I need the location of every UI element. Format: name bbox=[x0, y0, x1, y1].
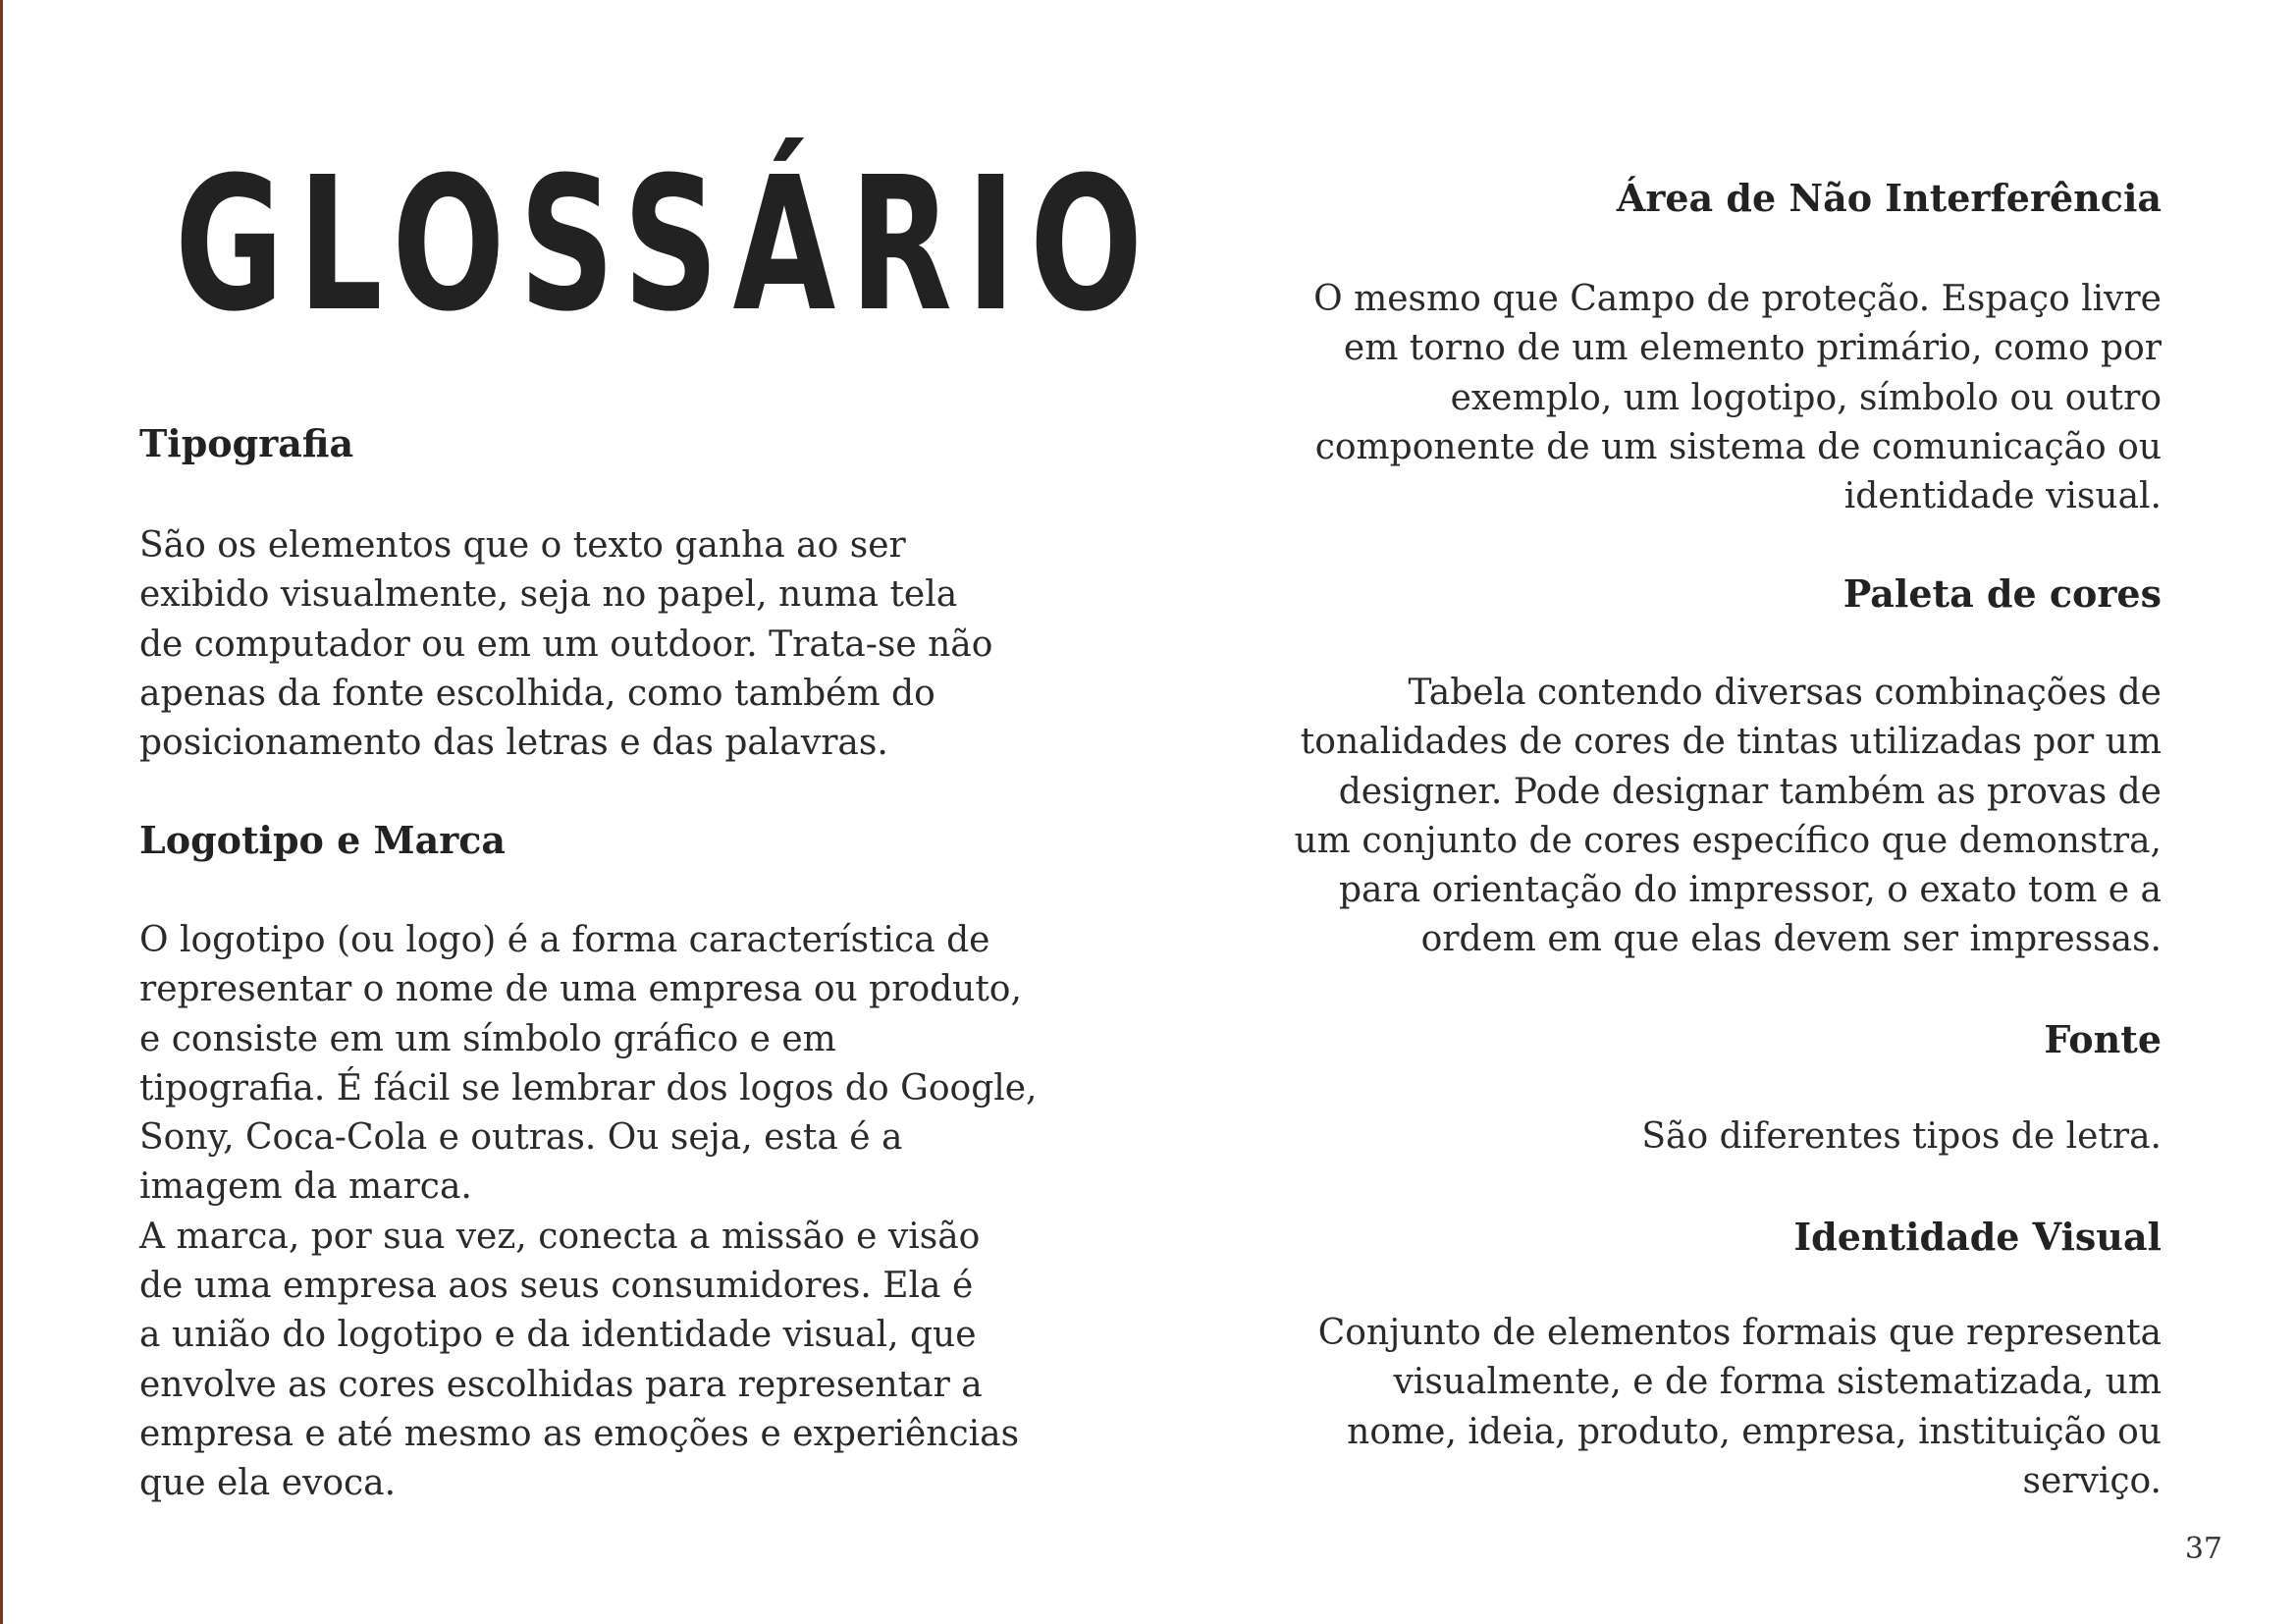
definition-line: apenas da fonte escolhida, como também do bbox=[139, 673, 935, 714]
term-logotipo-e-marca: Logotipo e Marca bbox=[139, 818, 506, 862]
page-edge-line bbox=[0, 0, 3, 1624]
definition-paleta-de-cores bbox=[1180, 669, 2162, 965]
term-tipografia: Tipografia bbox=[139, 421, 354, 465]
definition-identidade-visual bbox=[1180, 1309, 2162, 1506]
definition-line: exibido visualmente, seja no papel, numa tela bbox=[139, 574, 958, 616]
definition-line: representar o nome de uma empresa ou produto, bbox=[139, 969, 1022, 1010]
term-identidade-visual: Identidade Visual bbox=[1793, 1215, 2162, 1259]
definition-line: de computador ou em um outdoor. Trata-se não bbox=[139, 623, 993, 665]
definition-line: posicionamento das letras e das palavras. bbox=[139, 723, 888, 764]
definition-line: São diferentes tipos de letra. bbox=[1641, 1116, 2162, 1157]
definition-fonte bbox=[1180, 1112, 2162, 1162]
definition-line: imagem da marca. bbox=[139, 1166, 472, 1208]
definition-line: Tabela contendo diversas combinações de bbox=[1408, 673, 2162, 713]
definition-line: identidade visual. bbox=[1843, 476, 2162, 517]
definition-line: a união do logotipo e da identidade visual, que bbox=[139, 1315, 977, 1356]
definition-line: nome, ideia, produto, empresa, instituição ou bbox=[1347, 1411, 2162, 1452]
definition-line: que ela evoca. bbox=[139, 1463, 397, 1504]
definition-line: visualmente, e de forma sistematizada, um bbox=[1393, 1362, 2162, 1403]
definition-line: para orientação do impressor, o exato tom e a bbox=[1338, 870, 2162, 911]
page-title: GLOSSÁRIO bbox=[175, 137, 1157, 352]
definition-line: exemplo, um logotipo, símbolo ou outro bbox=[1450, 377, 2162, 418]
definition-line: tonalidades de cores de tintas utilizadas por um bbox=[1300, 722, 2162, 763]
definition-line: em torno de um elemento primário, como por bbox=[1343, 328, 2162, 369]
definition-line: componente de um sistema de comunicação ou bbox=[1314, 426, 2162, 467]
definition-area-de-nao-interferencia bbox=[1180, 275, 2162, 521]
definition-line: Conjunto de elementos formais que representa bbox=[1317, 1313, 2162, 1353]
definition-line: empresa e até mesmo as emoções e experiências bbox=[139, 1413, 1020, 1454]
definition-line: um conjunto de cores específico que demonstra, bbox=[1294, 820, 2162, 861]
definition-line: A marca, por sua vez, conecta a missão e visão bbox=[139, 1216, 981, 1257]
definition-line: ordem em que elas devem ser impressas. bbox=[1420, 919, 2162, 960]
term-fonte: Fonte bbox=[2044, 1017, 2162, 1061]
definition-line: Sony, Coca-Cola e outras. Ou seja, esta é a bbox=[139, 1117, 903, 1159]
definition-line: O logotipo (ou logo) é a forma característica de bbox=[139, 920, 990, 960]
definition-line: de uma empresa aos seus consumidores. Ela é bbox=[139, 1266, 974, 1307]
definition-line: designer. Pode designar também as provas de bbox=[1338, 771, 2162, 812]
definition-line: São os elementos que o texto ganha ao ser bbox=[139, 525, 906, 566]
definition-line: serviço. bbox=[2022, 1460, 2162, 1501]
definition-line: envolve as cores escolhidas para representar a bbox=[139, 1364, 983, 1405]
page-number: 37 bbox=[2184, 1532, 2222, 1566]
term-area-de-nao-interferencia: Área de Não Interferência bbox=[1616, 176, 2162, 220]
term-paleta-de-cores: Paleta de cores bbox=[1842, 571, 2162, 616]
definition-tipografia bbox=[139, 521, 1121, 768]
definition-line: tipografia. É fácil se lembrar dos logos do Google, bbox=[139, 1067, 1038, 1109]
definition-logotipo-e-marca bbox=[139, 916, 1121, 1509]
definition-line: e consiste em um símbolo gráfico e em bbox=[139, 1018, 836, 1059]
definition-line: O mesmo que Campo de proteção. Espaço livre bbox=[1313, 279, 2162, 319]
